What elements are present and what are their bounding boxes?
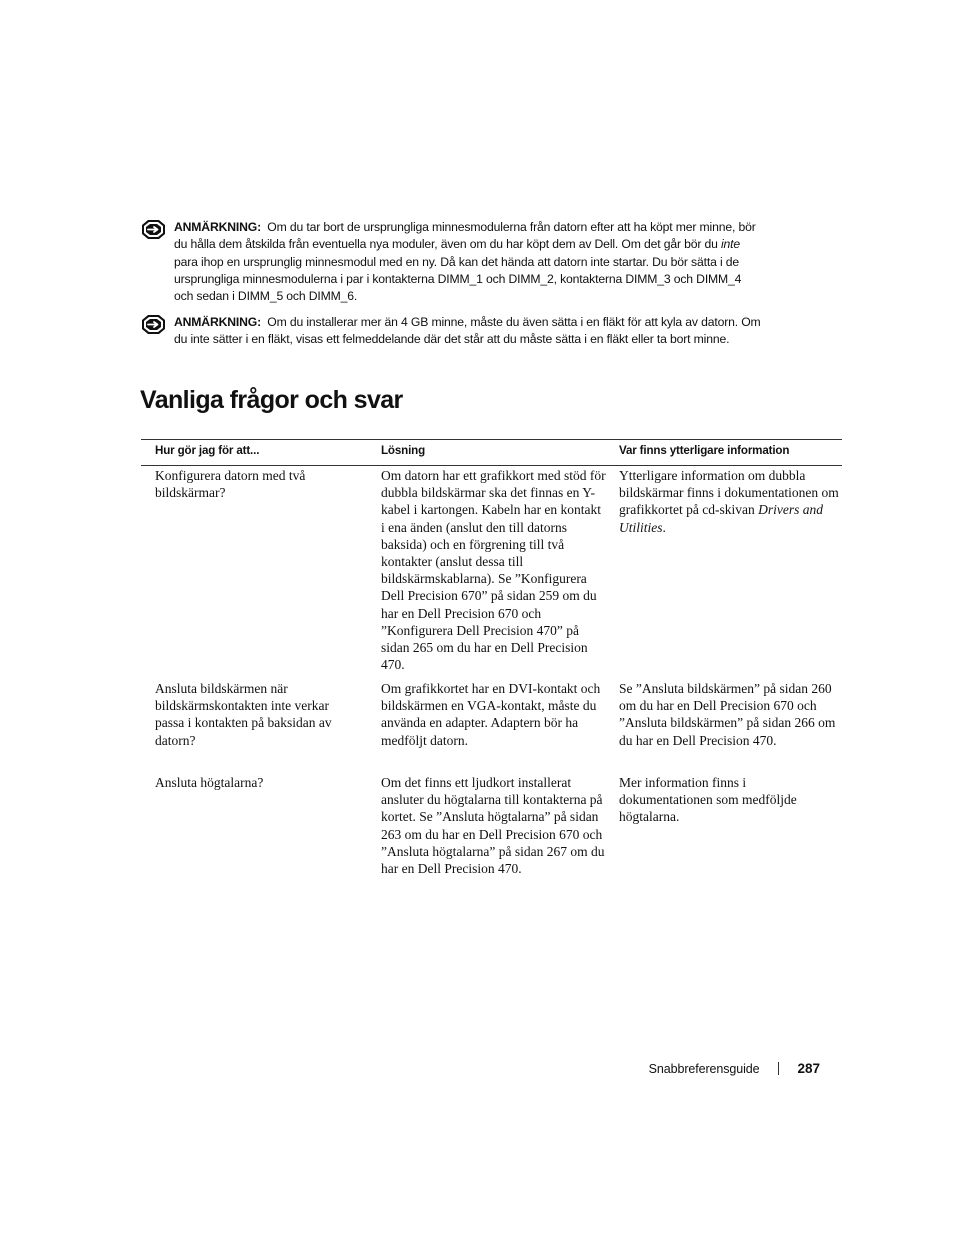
notice-body: Om du tar bort de ursprungliga minnesmodulerna från datorn efter att ha köpt mer minne, bör du hålla dem åtskilda från eventuella nya moduler, även om du har köpt dem av Dell. Om det går bör du xyxy=(174,220,756,252)
header-solution: Lösning xyxy=(381,444,426,457)
header-info: Var finns ytterligare information xyxy=(619,444,790,457)
row-info: Se ”Ansluta bildskärmen” på sidan 260 om du har en Dell Precision 670 och ”Ansluta bildskärmen” på sidan 266 om du har en Dell Precision 470. xyxy=(619,681,836,748)
row-info-text: Ytterligare information om dubbla bildskärmar finns i dokumentationen om grafikkortet på cd-skivan xyxy=(619,468,839,518)
notice-text xyxy=(174,314,761,349)
row-question: Ansluta bildskärmen när bildskärmskontakten inte verkar passa i kontakten på baksidan av datorn? xyxy=(155,681,332,748)
faq-table xyxy=(141,439,842,877)
notice-icon xyxy=(141,314,166,335)
table-header xyxy=(141,439,842,466)
notice-fan-requirement xyxy=(141,314,761,349)
row-solution: Om grafikkortet har en DVI-kontakt och bildskärmen en VGA-kontakt, måste du använda en adapter. Adaptern bör ha medföljt datorn. xyxy=(381,681,601,748)
notice-body: Om du installerar mer än 4 GB minne, måste du även sätta i en fläkt för att kyla av datorn. Om du inte sätter i en fläkt, visas ett felmeddelande där det står att du måste sätta i en fläkt eller ta bort minne. xyxy=(174,315,761,347)
row-info-end: . xyxy=(662,519,666,535)
row-solution: Om datorn har ett grafikkort med stöd för dubbla bildskärmar ska det finnas en Y-kabel i kartongen. Kabeln har en kontakt i ena änden (anslut den till datorns baksida) och en förgrening till två kontakter (anslut dessa till bildskärmskablarna). Se ”Konfigurera Dell Precision 670” på sidan 259 om du har en Dell Precision 670 och ”Konfigurera Dell Precision 470” på sidan 265 om du har en Dell Precision 470. xyxy=(381,468,606,673)
footer-guide-title: Snabbreferensguide xyxy=(648,1061,760,1076)
row-info: Mer information finns i dokumentationen som medföljde högtalarna. xyxy=(619,775,797,825)
section-heading: Vanliga frågor och svar xyxy=(140,386,403,414)
header-question: Hur gör jag för att... xyxy=(155,444,260,457)
notice-text xyxy=(174,219,761,305)
row-info xyxy=(619,467,841,536)
notice-emphasis: inte xyxy=(721,237,741,252)
notice-icon xyxy=(141,219,166,240)
notice-label: ANMÄRKNING: xyxy=(174,315,262,329)
notice-body-continued: para ihop en ursprunglig minnesmodul med en ny. Då kan det hända att datorn inte startar. Du bör sätta i de ursprungliga minnesmodulerna i par i kontakterna DIMM_1 och DIMM_2, kontakterna DIMM_3 och DIMM_4 och sedan i DIMM_5 och DIMM_6. xyxy=(174,254,742,304)
page-number: 287 xyxy=(797,1061,820,1076)
row-solution: Om det finns ett ljudkort installerat ansluter du högtalarna till kontakterna på kortet. Se ”Ansluta högtalarna” på sidan 263 om du har en Dell Precision 670 och ”Ansluta högtalarna” på sidan 267 om du har en Dell Precision 470. xyxy=(381,775,605,877)
notice-memory-modules xyxy=(141,219,761,305)
row-info-title: Drivers and Utilities xyxy=(619,502,823,535)
page-footer xyxy=(649,1061,820,1076)
footer-separator xyxy=(778,1062,779,1075)
row-question: Konfigurera datorn med två bildskärmar? xyxy=(155,468,306,501)
notice-label: ANMÄRKNING: xyxy=(174,220,262,234)
row-question: Ansluta högtalarna? xyxy=(155,775,264,790)
